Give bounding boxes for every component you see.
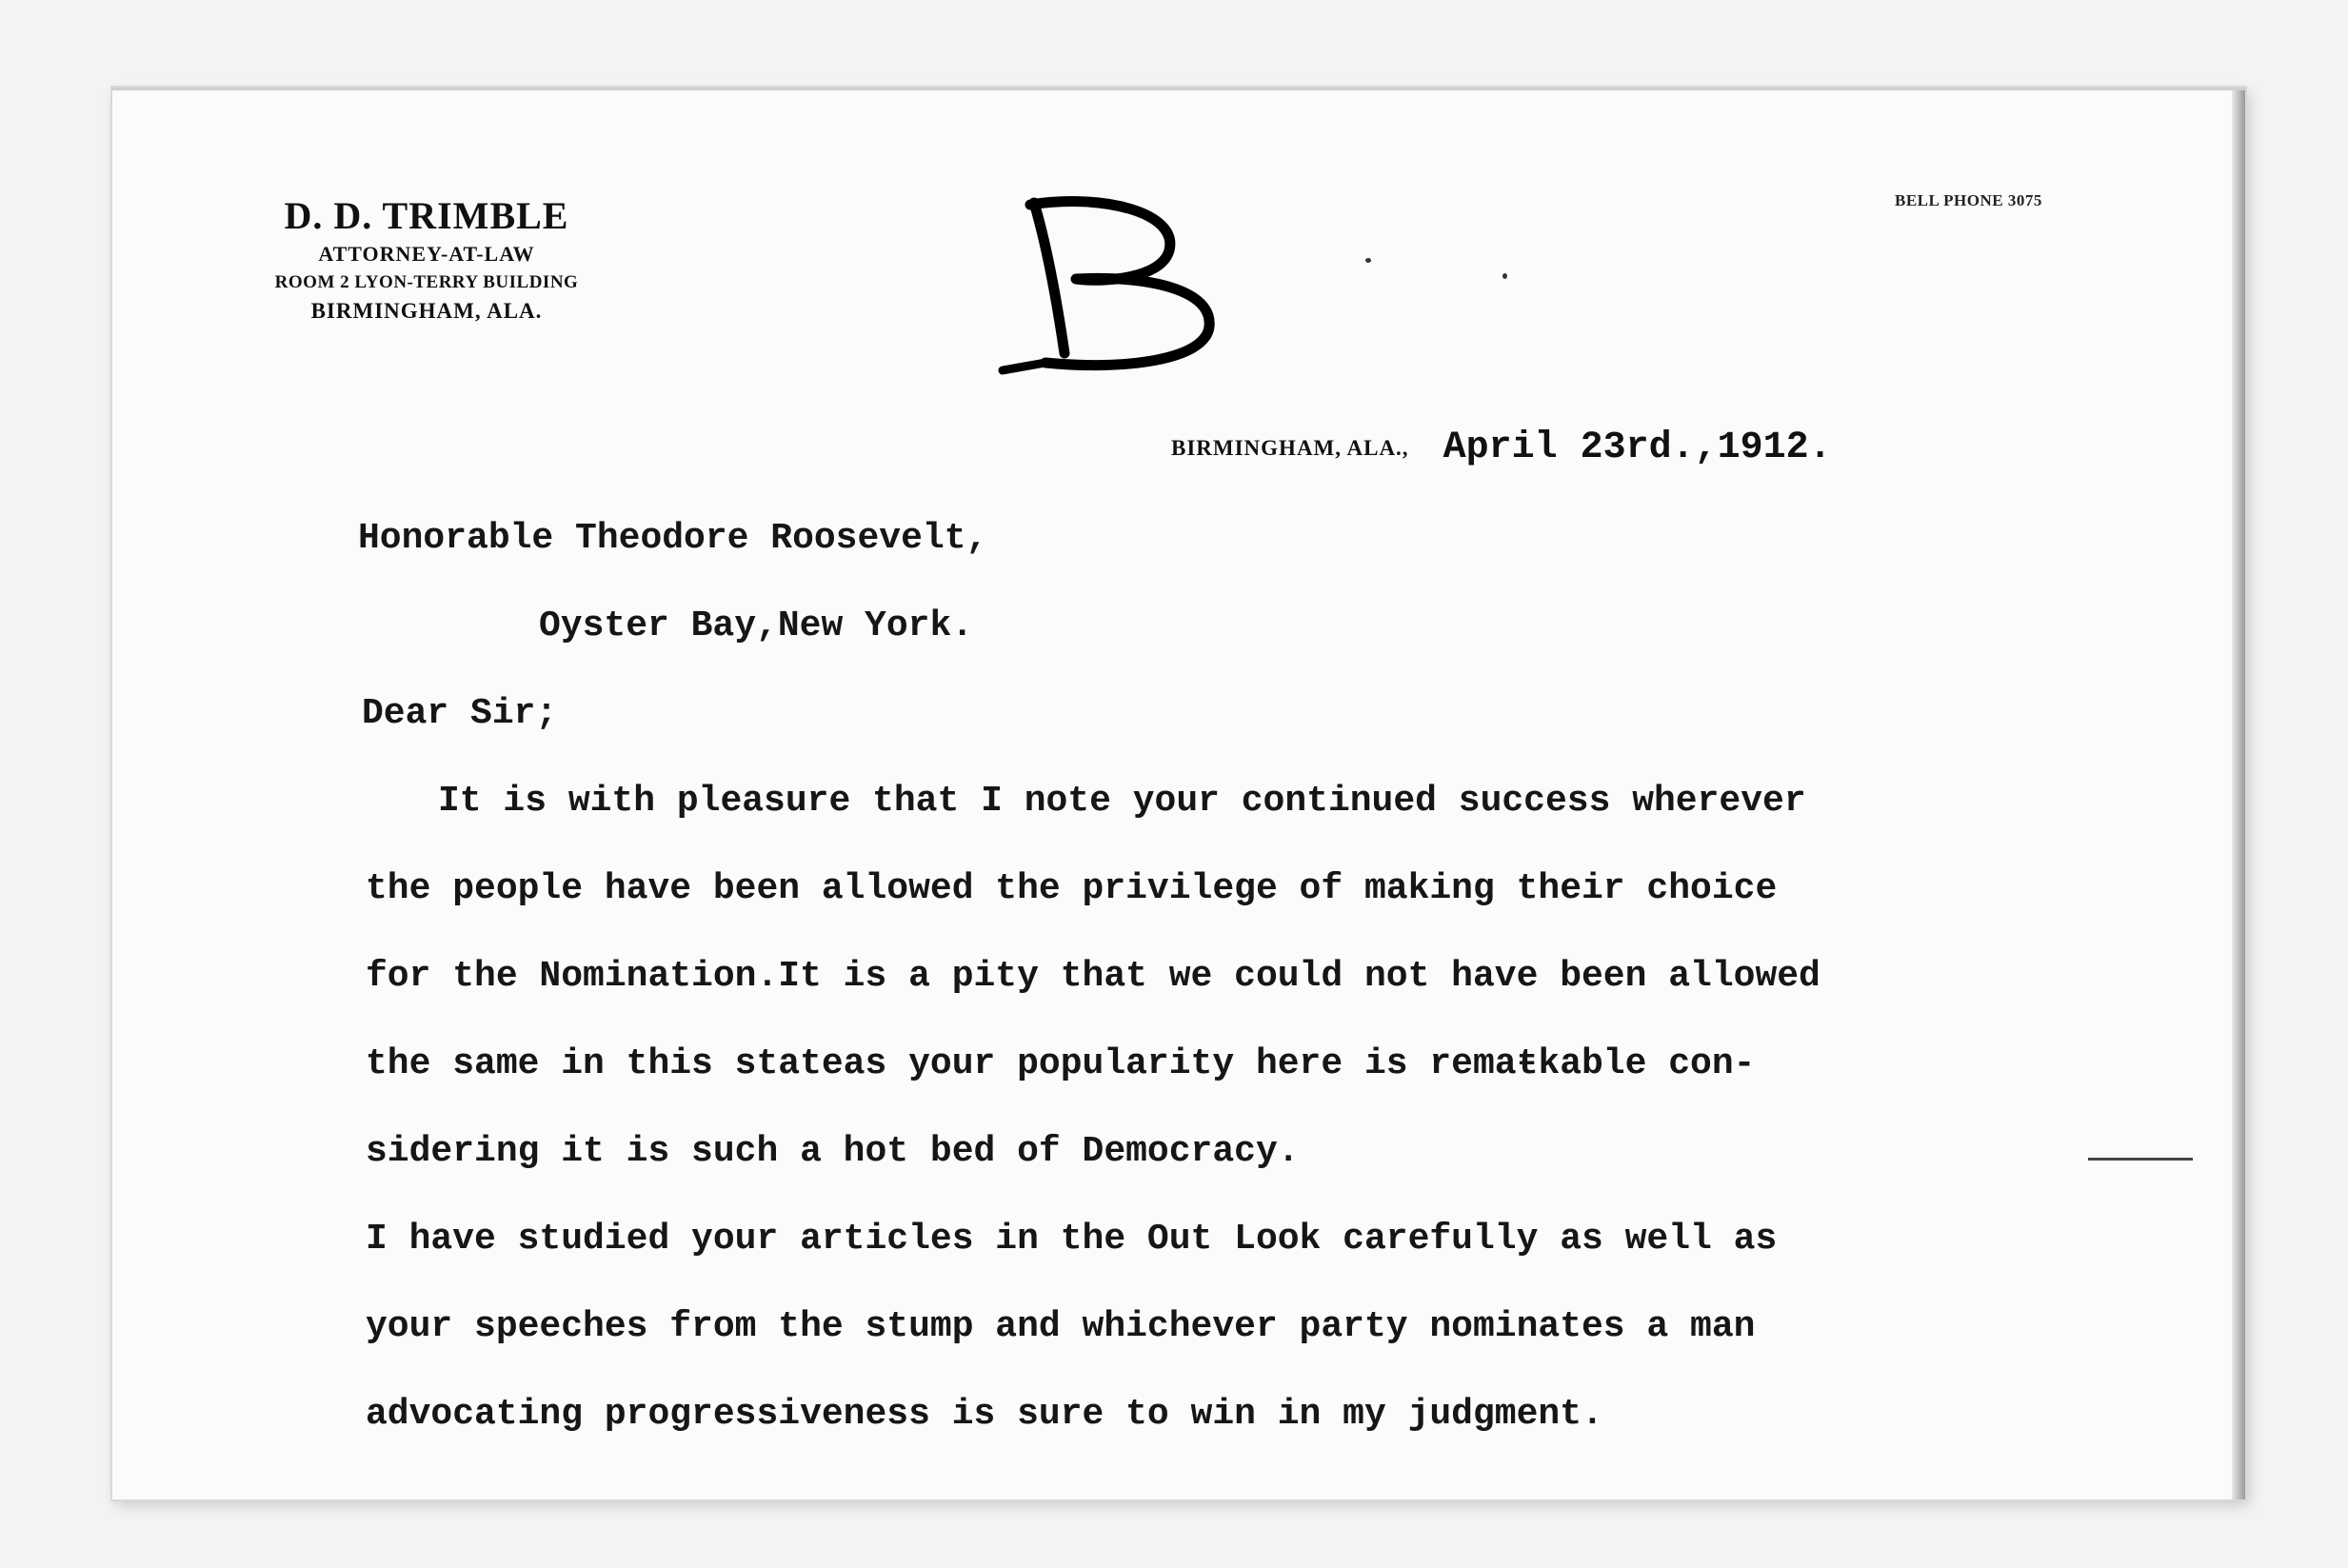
salutation: Dear Sir; [362,693,558,734]
dateline-city: BIRMINGHAM, ALA., [1171,435,1409,460]
body-line: advocating progressiveness is sure to win in my judgment. [366,1394,1603,1435]
recipient-name: Honorable Theodore Roosevelt, [358,518,988,559]
letterhead-address: ROOM 2 LYON-TERRY BUILDING [274,272,579,292]
ink-speck [1502,273,1507,279]
sheet-edge-shadow [2232,90,2245,1499]
letterhead [198,193,655,324]
letterhead-name: D. D. TRIMBLE [284,194,569,237]
body-line: for the Nomination.It is a pity that we could not have been allowed [366,956,1821,997]
letterhead-title: ATTORNEY-AT-LAW [318,242,535,266]
letterhead-city: BIRMINGHAM, ALA. [310,299,543,323]
ink-speck [1365,258,1371,263]
body-line: the people have been allowed the privilege of making their choice [366,868,1778,909]
margin-rule [2088,1158,2193,1161]
dateline-date: April 23rd.,1912. [1443,427,1832,469]
body-line: sidering it is such a hot bed of Democracy. [366,1131,1300,1172]
body-line: I have studied your articles in the Out Look carefully as well as [366,1219,1778,1260]
body-line: It is with pleasure that I note your continued success wherever [438,781,1806,822]
recipient-address: Oyster Bay,New York. [539,605,974,646]
letter-sheet [112,88,2245,1499]
body-line: the same in this stateas your popularity here is remaŧkable con- [366,1043,1756,1084]
body-line: your speeches from the stump and whichever party nominates a man [366,1306,1756,1347]
handwritten-file-mark [988,184,1312,403]
phone-number: BELL PHONE 3075 [1895,191,2042,209]
dateline [1171,427,1832,469]
